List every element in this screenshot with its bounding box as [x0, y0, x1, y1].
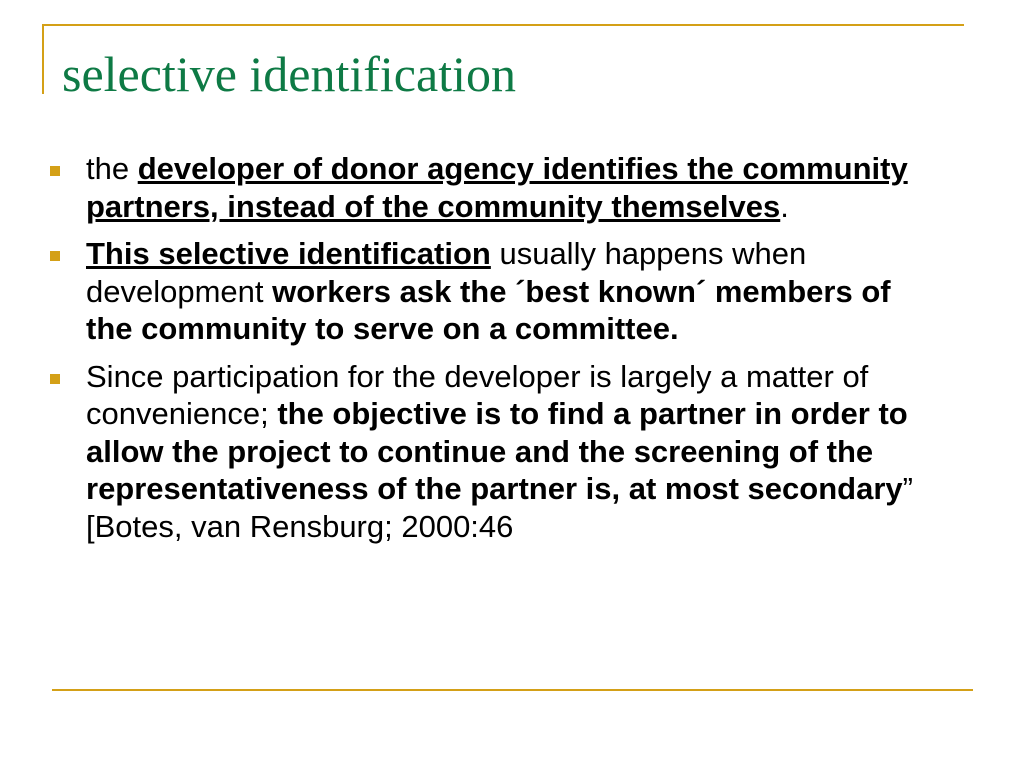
bottom-border-line	[52, 689, 973, 691]
bullet-item-1	[46, 150, 936, 225]
square-bullet-icon	[50, 251, 60, 261]
slide-title: selective identification	[62, 46, 516, 102]
bullet-2-text-bold: workers ask the ´best known´ members of the community to serve on a committee.	[86, 273, 891, 346]
bullet-3-text-plain: Since participation for the developer is largely a matter of convenience;	[86, 358, 869, 431]
bullet-item-2	[46, 235, 936, 348]
bullet-3-citation: ” [Botes, van Rensburg; 2000:46	[86, 471, 913, 544]
bullet-1-text-end: .	[780, 188, 789, 224]
top-border-line	[42, 24, 964, 26]
bullet-2-text-emphasis: This selective identification	[86, 236, 491, 271]
bullet-2-text-plain: usually happens when development	[86, 236, 807, 309]
bullet-1-text-emphasis: developer of donor agency identifies the community partners, instead of the community themselves	[86, 151, 908, 224]
bullet-3-text-bold: the objective is to find a partner in order to allow the project to continue and the screening of the representativeness of the partner is, at most secondary	[86, 396, 908, 506]
square-bullet-icon	[50, 374, 60, 384]
bullet-1-text-lead: the	[86, 151, 138, 186]
left-border-line	[42, 24, 44, 94]
bullet-item-3	[46, 358, 936, 546]
square-bullet-icon	[50, 166, 60, 176]
bullet-list	[46, 150, 936, 555]
